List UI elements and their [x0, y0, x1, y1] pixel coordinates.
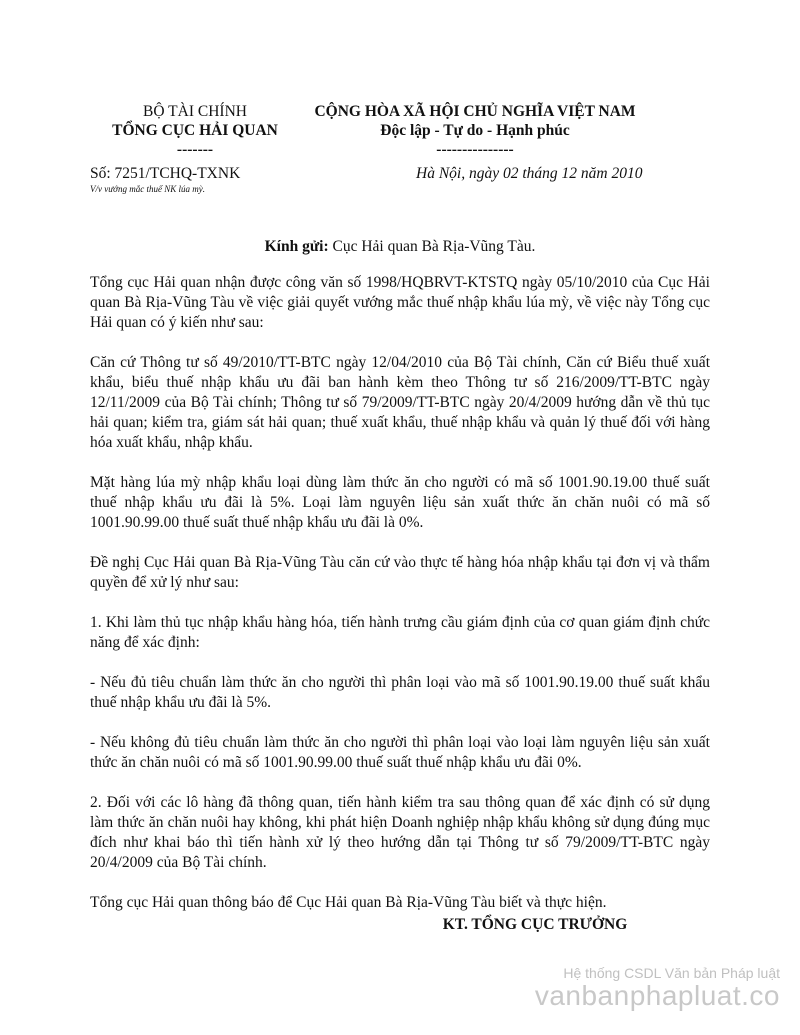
recipient-line [90, 238, 710, 256]
recipient-name: Cục Hải quan Bà Rịa-Vũng Tàu. [328, 238, 536, 255]
document-date: Hà Nội, ngày 02 tháng 12 năm 2010 [416, 165, 643, 182]
national-heading [290, 102, 660, 159]
issuer-block [90, 102, 300, 159]
document-subject: V/v vướng mắc thuế NK lúa mỳ. [90, 184, 205, 194]
paragraph: Căn cứ Thông tư số 49/2010/TT-BTC ngày 12/04/2010 của Bộ Tài chính, Căn cứ Biểu thuế xuất khẩu, biểu thuế nhập khẩu ưu đãi ban hành kèm theo Thông tư số 216/2009/TT-BTC ngày 12/11/2009 của Bộ Tài chính; Thông tư số 79/2009/TT-BTC ngày 20/4/2009 hướng dẫn về thủ tục hải quan; kiểm tra, giám sát hải quan; thuế xuất khẩu, thuế nhập khẩu và quản lý thuế đối với hàng hóa xuất khẩu, nhập khẩu. [90, 354, 710, 451]
paragraph: Đề nghị Cục Hải quan Bà Rịa-Vũng Tàu căn cứ vào thực tế hàng hóa nhập khẩu tại đơn vị và thẩm quyền để xử lý như sau: [90, 554, 710, 591]
document-body [90, 273, 710, 933]
issuer-divider: ------- [176, 141, 214, 158]
motto-divider: --------------- [436, 141, 514, 158]
paragraph: Tổng cục Hải quan thông báo để Cục Hải quan Bà Rịa-Vũng Tàu biết và thực hiện. [90, 894, 607, 911]
watermark-caption: Hệ thống CSDL Văn bản Pháp luật [563, 965, 780, 981]
paragraph: 1. Khi làm thủ tục nhập khẩu hàng hóa, tiến hành trưng cầu giám định của cơ quan giám định chức năng để xác định: [90, 614, 710, 651]
paragraph: Mặt hàng lúa mỳ nhập khẩu loại dùng làm thức ăn cho người có mã số 1001.90.19.00 thuế suất thuế nhập khẩu ưu đãi là 5%. Loại làm nguyên liệu sản xuất thức ăn chăn nuôi có mã số 1001.90.99.00 thuế suất thuế nhập khẩu ưu đãi là 0%. [90, 474, 710, 531]
signature-title: KT. TỔNG CỤC TRƯỞNG [442, 916, 628, 933]
paragraph: - Nếu đủ tiêu chuẩn làm thức ăn cho người thì phân loại vào mã số 1001.90.19.00 thuế suất khẩu thuế nhập khẩu ưu đãi là 5%. [90, 674, 710, 711]
paragraph: - Nếu không đủ tiêu chuẩn làm thức ăn cho người thì phân loại vào loại làm nguyên liệu sản xuất thức ăn chăn nuôi có mã số 1001.90.99.00 thuế suất thuế nhập khẩu ưu đãi 0%. [90, 734, 710, 771]
document-number: Số: 7251/TCHQ-TXNK [90, 165, 241, 182]
national-motto: Độc lập - Tự do - Hạnh phúc [380, 122, 570, 139]
issuer-agency: TỔNG CỤC HẢI QUAN [112, 122, 278, 139]
paragraph: 2. Đối với các lô hàng đã thông quan, tiến hành kiểm tra sau thông quan để xác định có sử dụng làm thức ăn chăn nuôi hay không, khi phát hiện Doanh nghiệp nhập khẩu không sử dụng đúng mục đích như khai báo thì tiến hành xử lý theo hướng dẫn tại Thông tư số 79/2009/TT-BTC ngày 20/4/2009 của Bộ Tài chính. [90, 794, 710, 871]
watermark-site: vanbanphapluat.co [534, 980, 780, 1011]
issuer-ministry: BỘ TÀI CHÍNH [143, 103, 247, 120]
recipient-label: Kính gửi: [264, 238, 329, 255]
paragraph: Tổng cục Hải quan nhận được công văn số 1998/HQBRVT-KTSTQ ngày 05/10/2010 của Cục Hải quan Bà Rịa-Vũng Tàu về việc giải quyết vướng mắc thuế nhập khẩu lúa mỳ, về việc này Tổng cục Hải quan có ý kiến như sau: [90, 274, 710, 331]
country-name: CỘNG HÒA XÃ HỘI CHỦ NGHĨA VIỆT NAM [314, 103, 636, 120]
